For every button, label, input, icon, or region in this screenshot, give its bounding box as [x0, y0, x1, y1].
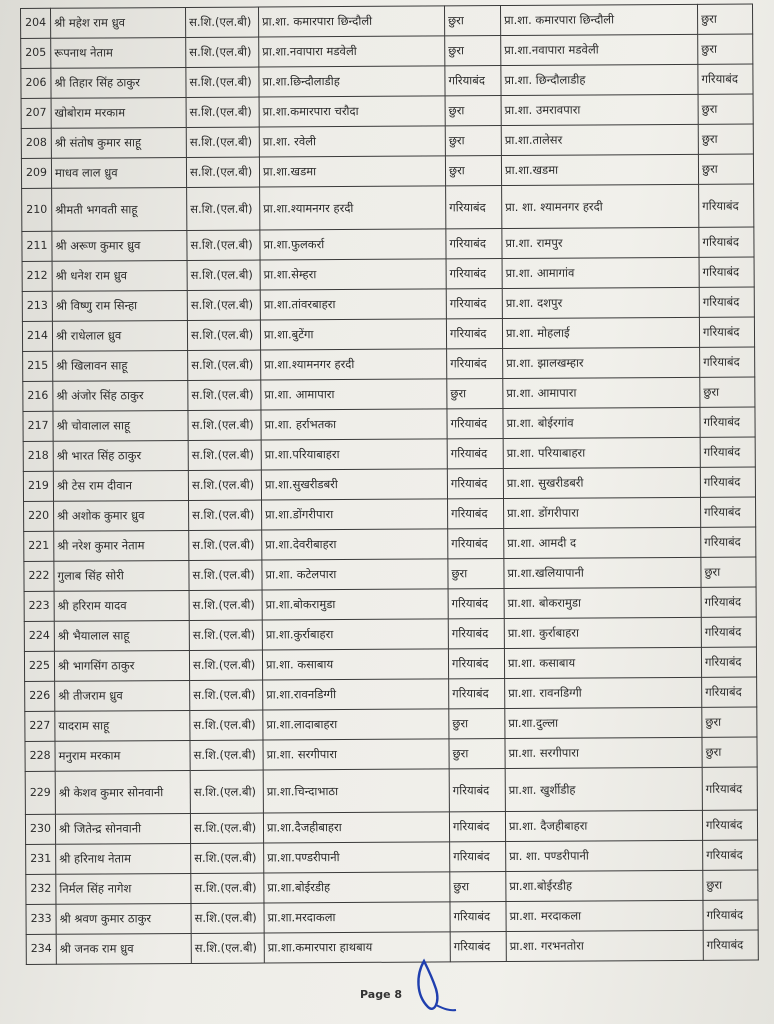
new-block-cell: गरियाबंद	[702, 677, 757, 707]
current-block-cell: छुरा	[449, 709, 505, 739]
current-block-cell: गरियाबंद	[449, 769, 505, 812]
employee-name-cell: श्री खिलावन साहू	[53, 350, 188, 381]
table-row	[23, 377, 755, 411]
designation-cell: स.शि.(एल.बी)	[185, 7, 258, 37]
serial-number-cell: 216	[23, 381, 53, 411]
designation-cell: स.शि.(एल.बी)	[186, 97, 259, 127]
new-school-cell: प्रा.शा. सरगीपारा	[505, 737, 702, 768]
employee-name-cell: श्री जनक राम ध्रुव	[56, 933, 191, 964]
designation-cell: स.शि.(एल.बी)	[187, 187, 260, 230]
serial-number-cell: 208	[21, 128, 51, 158]
current-block-cell: गरियाबंद	[448, 589, 504, 619]
new-block-cell: गरियाबंद	[701, 647, 756, 677]
current-block-cell: गरियाबंद	[446, 289, 502, 319]
current-block-cell: गरियाबंद	[448, 529, 504, 559]
serial-number-cell: 230	[25, 814, 55, 844]
designation-cell: स.शि.(एल.बी)	[189, 620, 262, 650]
current-block-cell: छुरा	[445, 36, 501, 66]
designation-cell: स.शि.(एल.बी)	[190, 813, 263, 843]
current-school-cell: प्रा.शा.सुखरीडबरी	[261, 469, 447, 500]
current-block-cell: गरियाबंद	[449, 812, 505, 842]
designation-cell: स.शि.(एल.बी)	[188, 410, 261, 440]
designation-cell: स.शि.(एल.बी)	[186, 157, 259, 187]
serial-number-cell: 211	[22, 231, 52, 261]
current-block-cell: गरियाबंद	[449, 679, 505, 709]
current-block-cell: गरियाबंद	[450, 902, 506, 932]
designation-cell: स.शि.(एल.बी)	[190, 710, 263, 740]
serial-number-cell: 219	[23, 471, 53, 501]
designation-cell: स.शि.(एल.बी)	[189, 650, 262, 680]
current-block-cell: छुरा	[449, 739, 505, 769]
serial-number-cell: 214	[22, 321, 52, 351]
current-school-cell: प्रा.शा.पण्डरीपानी	[264, 842, 450, 873]
current-school-cell: प्रा.शा. रवेली	[259, 126, 445, 157]
new-block-cell: गरियाबंद	[702, 810, 757, 840]
current-school-cell: प्रा.शा.छिन्दौलाडीह	[259, 66, 445, 97]
current-block-cell: छुरा	[445, 96, 501, 126]
designation-cell: स.शि.(एल.बी)	[191, 903, 264, 933]
new-block-cell: गरियाबंद	[700, 437, 755, 467]
serial-number-cell: 213	[22, 291, 52, 321]
current-school-cell: प्रा.शा.रावनडिग्गी	[263, 679, 449, 710]
table-row	[24, 617, 756, 651]
new-block-cell: छुरा	[698, 94, 753, 124]
current-school-cell: प्रा.शा.कमारपारा चरौदा	[259, 96, 445, 127]
serial-number-cell: 224	[24, 621, 54, 651]
current-school-cell: प्रा.शा.बोकरामुडा	[262, 589, 448, 620]
new-block-cell: गरियाबंद	[703, 930, 758, 960]
employee-name-cell: मनुराम मरकाम	[55, 740, 190, 771]
employee-name-cell: श्री अंजोर सिंह ठाकुर	[53, 380, 188, 411]
designation-cell: स.शि.(एल.बी)	[188, 440, 261, 470]
new-block-cell: गरियाबंद	[701, 617, 756, 647]
table-row	[24, 557, 756, 591]
new-block-cell: गरियाबंद	[702, 767, 757, 810]
serial-number-cell: 209	[21, 158, 51, 188]
employee-name-cell: यादराम साहू	[55, 710, 190, 741]
employee-name-cell: श्रीमती भगवती साहू	[52, 187, 187, 231]
employee-name-cell: श्री तिहार सिंह ठाकुर	[51, 67, 186, 98]
new-block-cell: छुरा	[702, 707, 757, 737]
new-school-cell: प्रा.शा. बोकरामुडा	[504, 587, 701, 618]
serial-number-cell: 207	[21, 98, 51, 128]
current-block-cell: गरियाबंद	[448, 499, 504, 529]
table-row	[26, 930, 758, 964]
current-school-cell: प्रा.शा.कमारपारा हाथबाय	[264, 932, 450, 963]
new-school-cell: प्रा.शा. आमागांव	[502, 257, 699, 288]
current-block-cell: गरियाबंद	[447, 439, 503, 469]
new-school-cell: प्रा.शा. डोंगरीपारा	[504, 497, 701, 528]
employee-name-cell: गुलाब सिंह सोरी	[54, 560, 189, 591]
new-school-cell: प्रा.शा. दशपुर	[502, 287, 699, 318]
serial-number-cell: 220	[24, 501, 54, 531]
current-school-cell: प्रा.शा.सेम्हरा	[260, 259, 446, 290]
designation-cell: स.शि.(एल.बी)	[188, 380, 261, 410]
page-number: Page 8	[360, 988, 403, 1001]
new-block-cell: गरियाबंद	[700, 407, 755, 437]
current-block-cell: गरियाबंद	[447, 469, 503, 499]
employee-name-cell: श्री हरिराम यादव	[54, 590, 189, 621]
table-row	[26, 870, 758, 904]
new-school-cell: प्रा.शा. रामपुर	[502, 227, 699, 258]
new-block-cell: गरियाबंद	[699, 184, 754, 227]
table-row	[25, 737, 757, 771]
current-school-cell: प्रा.शा.फुलकर्रा	[260, 229, 446, 260]
table-row	[24, 647, 756, 681]
serial-number-cell: 217	[23, 411, 53, 441]
current-school-cell: प्रा.शा.तांवरबाहरा	[260, 289, 446, 320]
designation-cell: स.शि.(एल.बी)	[186, 37, 259, 67]
employee-name-cell: श्री तीजराम ध्रुव	[55, 680, 190, 711]
table-row	[23, 437, 755, 471]
designation-cell: स.शि.(एल.बी)	[188, 350, 261, 380]
new-school-cell: प्रा.शा. उमरावपारा	[501, 94, 698, 125]
new-school-cell: प्रा.शा. दैजहीबाहरा	[505, 810, 702, 841]
current-block-cell: छुरा	[445, 156, 501, 186]
new-block-cell: गरियाबंद	[699, 257, 754, 287]
new-school-cell: प्रा.शा. आमापारा	[503, 377, 700, 408]
employee-name-cell: श्री अरूण कुमार ध्रुव	[52, 230, 187, 261]
new-school-cell: प्रा.शा. रावनडिग्गी	[505, 677, 702, 708]
table-row	[24, 497, 756, 531]
current-block-cell: गरियाबंद	[446, 319, 502, 349]
new-school-cell: प्रा.शा. सुखरीडबरी	[503, 467, 700, 498]
current-school-cell: प्रा.शा.बुटेंगा	[260, 319, 446, 350]
table-row	[22, 317, 754, 351]
employee-name-cell: श्री अशोक कुमार ध्रुव	[54, 500, 189, 531]
current-school-cell: प्रा.शा.नवापारा मडवेली	[259, 36, 445, 67]
new-block-cell: गरियाबंद	[699, 317, 754, 347]
current-school-cell: प्रा.शा.लादाबाहरा	[263, 709, 449, 740]
serial-number-cell: 212	[22, 261, 52, 291]
employee-name-cell: माधव लाल ध्रुव	[51, 157, 186, 188]
table-row	[23, 407, 755, 441]
employee-name-cell: श्री श्रवण कुमार ठाकुर	[56, 903, 191, 934]
table-row	[22, 257, 754, 291]
serial-number-cell: 233	[26, 904, 56, 934]
new-block-cell: गरियाबंद	[701, 497, 756, 527]
current-school-cell: प्रा.शा.देवरीबाहरा	[262, 529, 448, 560]
current-block-cell: छुरा	[447, 379, 503, 409]
designation-cell: स.शि.(एल.बी)	[187, 230, 260, 260]
new-block-cell: गरियाबंद	[701, 527, 756, 557]
current-school-cell: प्रा.शा.खडमा	[259, 156, 445, 187]
current-block-cell: छुरा	[444, 6, 500, 36]
new-school-cell: प्रा.शा. आमदी द	[504, 527, 701, 558]
employee-name-cell: श्री राधेलाल ध्रुव	[52, 320, 187, 351]
designation-cell: स.शि.(एल.बी)	[187, 260, 260, 290]
new-block-cell: गरियाबंद	[703, 900, 758, 930]
designation-cell: स.शि.(एल.बी)	[191, 843, 264, 873]
new-school-cell: प्रा.शा. परियाबाहरा	[503, 437, 700, 468]
serial-number-cell: 228	[25, 741, 55, 771]
employee-name-cell: श्री जितेन्द्र सोनवानी	[55, 813, 190, 844]
employee-name-cell: खोबोराम मरकाम	[51, 97, 186, 128]
employee-name-cell: श्री विष्णु राम सिन्हा	[52, 290, 187, 321]
employee-name-cell: श्री भागसिंग ठाकुर	[54, 650, 189, 681]
new-block-cell: गरियाबंद	[701, 587, 756, 617]
current-school-cell: प्रा.शा.परियाबाहरा	[261, 439, 447, 470]
current-school-cell: प्रा.शा. हर्राभतका	[261, 409, 447, 440]
new-school-cell: प्रा.शा.नवापारा मडवेली	[501, 34, 698, 65]
employee-name-cell: श्री संतोष कुमार साहू	[51, 127, 186, 158]
current-block-cell: गरियाबंद	[447, 349, 503, 379]
new-school-cell: प्रा.शा. खुर्शीडीह	[505, 767, 702, 811]
designation-cell: स.शि.(एल.बी)	[190, 740, 263, 770]
current-school-cell: प्रा.शा.डोंगरीपारा	[262, 499, 448, 530]
current-block-cell: गरियाबंद	[446, 229, 502, 259]
new-school-cell: प्रा.शा.बोईरडीह	[506, 870, 703, 901]
current-school-cell: प्रा.शा.श्यामनगर हरदी	[261, 349, 447, 380]
new-block-cell: गरियाबंद	[699, 227, 754, 257]
serial-number-cell: 223	[24, 591, 54, 621]
designation-cell: स.शि.(एल.बी)	[190, 770, 263, 813]
current-block-cell: छुरा	[450, 872, 506, 902]
table-row	[25, 767, 757, 814]
table-row	[21, 4, 753, 38]
designation-cell: स.शि.(एल.बी)	[187, 320, 260, 350]
new-school-cell: प्रा.शा. कमारपारा छिन्दौली	[500, 4, 697, 35]
current-block-cell: गरियाबंद	[446, 259, 502, 289]
current-block-cell: गरियाबंद	[448, 619, 504, 649]
new-block-cell: छुरा	[698, 34, 753, 64]
current-school-cell: प्रा.शा.मरदाकला	[264, 902, 450, 933]
current-school-cell: प्रा.शा. सरगीपारा	[263, 739, 449, 770]
new-school-cell: प्रा. शा. पण्डरीपानी	[506, 840, 703, 871]
table-row	[22, 184, 754, 231]
signature-mark	[410, 955, 460, 1015]
serial-number-cell: 222	[24, 561, 54, 591]
serial-number-cell: 234	[26, 934, 56, 964]
current-block-cell: छुरा	[448, 559, 504, 589]
current-block-cell: गरियाबंद	[450, 932, 506, 962]
new-block-cell: गरियाबंद	[700, 467, 755, 497]
serial-number-cell: 229	[25, 771, 55, 814]
table-row	[22, 287, 754, 321]
table-row	[21, 124, 753, 158]
designation-cell: स.शि.(एल.बी)	[191, 873, 264, 903]
current-school-cell: प्रा.शा.दैजहीबाहरा	[263, 812, 449, 843]
employee-name-cell: निर्मल सिंह नागेश	[56, 873, 191, 904]
serial-number-cell: 215	[23, 351, 53, 381]
designation-cell: स.शि.(एल.बी)	[191, 933, 264, 963]
current-school-cell: प्रा.शा.बोईरडीह	[264, 872, 450, 903]
designation-cell: स.शि.(एल.बी)	[189, 500, 262, 530]
current-block-cell: गरियाबंद	[450, 842, 506, 872]
current-block-cell: छुरा	[445, 126, 501, 156]
current-school-cell: प्रा.शा. आमापारा	[261, 379, 447, 410]
table-row	[26, 900, 758, 934]
new-school-cell: प्रा.शा. छिन्दौलाडीह	[501, 64, 698, 95]
new-block-cell: छुरा	[700, 377, 755, 407]
serial-number-cell: 225	[24, 651, 54, 681]
serial-number-cell: 226	[25, 681, 55, 711]
new-school-cell: प्रा. शा. श्यामनगर हरदी	[502, 184, 699, 228]
table-row	[23, 347, 755, 381]
table-row	[23, 467, 755, 501]
new-block-cell: छुरा	[701, 557, 756, 587]
table-row	[26, 840, 758, 874]
serial-number-cell: 205	[21, 38, 51, 68]
designation-cell: स.शि.(एल.बी)	[190, 680, 263, 710]
serial-number-cell: 210	[22, 188, 52, 231]
new-school-cell: प्रा.शा. कसाबाय	[504, 647, 701, 678]
designation-cell: स.शि.(एल.बी)	[187, 290, 260, 320]
new-school-cell: प्रा.शा.खलियापानी	[504, 557, 701, 588]
new-school-cell: प्रा.शा. बोईरगांव	[503, 407, 700, 438]
designation-cell: स.शि.(एल.बी)	[186, 127, 259, 157]
table-row	[25, 810, 757, 844]
new-block-cell: गरियाबंद	[699, 287, 754, 317]
new-school-cell: प्रा.शा. झालखम्हार	[503, 347, 700, 378]
employee-name-cell: श्री महेश राम ध्रुव	[51, 7, 186, 38]
table-row	[21, 94, 753, 128]
table-row	[24, 587, 756, 621]
employee-name-cell: रूपनाथ नेताम	[51, 37, 186, 68]
employee-name-cell: श्री धनेश राम ध्रुव	[52, 260, 187, 291]
designation-cell: स.शि.(एल.बी)	[188, 470, 261, 500]
new-block-cell: गरियाबंद	[703, 840, 758, 870]
current-block-cell: गरियाबंद	[448, 649, 504, 679]
new-school-cell: प्रा.शा.तालेसर	[501, 124, 698, 155]
new-school-cell: प्रा.शा. मरदाकला	[506, 900, 703, 931]
employee-name-cell: श्री टेस राम दीवान	[53, 470, 188, 501]
employee-name-cell: श्री चोवालाल साहू	[53, 410, 188, 441]
serial-number-cell: 227	[25, 711, 55, 741]
new-school-cell: प्रा.शा. मोहलाई	[502, 317, 699, 348]
current-school-cell: प्रा.शा.कुर्राबाहरा	[262, 619, 448, 650]
current-block-cell: गरियाबंद	[447, 409, 503, 439]
serial-number-cell: 206	[21, 68, 51, 98]
new-school-cell: प्रा.शा.खडमा	[501, 154, 698, 185]
table-body	[21, 4, 759, 964]
designation-cell: स.शि.(एल.बी)	[186, 67, 259, 97]
table-row	[25, 677, 757, 711]
employee-name-cell: श्री हरिनाथ नेताम	[56, 843, 191, 874]
current-school-cell: प्रा.शा. कटेलपारा	[262, 559, 448, 590]
serial-number-cell: 232	[26, 874, 56, 904]
serial-number-cell: 204	[21, 8, 51, 38]
new-block-cell: छुरा	[702, 737, 757, 767]
current-school-cell: प्रा.शा.श्यामनगर हरदी	[260, 186, 446, 230]
new-block-cell: छुरा	[703, 870, 758, 900]
designation-cell: स.शि.(एल.बी)	[189, 560, 262, 590]
table-row	[25, 707, 757, 741]
transfer-list-table	[20, 4, 759, 965]
current-school-cell: प्रा.शा. कमारपारा छिन्दौली	[258, 6, 444, 37]
new-school-cell: प्रा.शा. कुर्राबाहरा	[504, 617, 701, 648]
table-row	[24, 527, 756, 561]
new-block-cell: छुरा	[698, 154, 753, 184]
employee-name-cell: श्री नरेश कुमार नेताम	[54, 530, 189, 561]
table-row	[21, 34, 753, 68]
employee-name-cell: श्री भारत सिंह ठाकुर	[53, 440, 188, 471]
current-school-cell: प्रा.शा.चिन्दाभाठा	[263, 769, 449, 813]
serial-number-cell: 218	[23, 441, 53, 471]
current-block-cell: गरियाबंद	[445, 66, 501, 96]
employee-name-cell: श्री केशव कुमार सोनवानी	[55, 770, 190, 814]
table-row	[22, 227, 754, 261]
designation-cell: स.शि.(एल.बी)	[189, 530, 262, 560]
employee-name-cell: श्री भैयालाल साहू	[54, 620, 189, 651]
new-school-cell: प्रा.शा.दुल्ला	[505, 707, 702, 738]
serial-number-cell: 231	[26, 844, 56, 874]
current-school-cell: प्रा.शा. कसाबाय	[262, 649, 448, 680]
new-block-cell: छुरा	[698, 124, 753, 154]
designation-cell: स.शि.(एल.बी)	[189, 590, 262, 620]
new-block-cell: छुरा	[697, 4, 752, 34]
current-block-cell: गरियाबंद	[446, 186, 502, 229]
table-row	[21, 154, 753, 188]
serial-number-cell: 221	[24, 531, 54, 561]
table-row	[21, 64, 753, 98]
new-school-cell: प्रा.शा. गरभनतोरा	[506, 930, 703, 961]
new-block-cell: गरियाबंद	[698, 64, 753, 94]
new-block-cell: गरियाबंद	[700, 347, 755, 377]
